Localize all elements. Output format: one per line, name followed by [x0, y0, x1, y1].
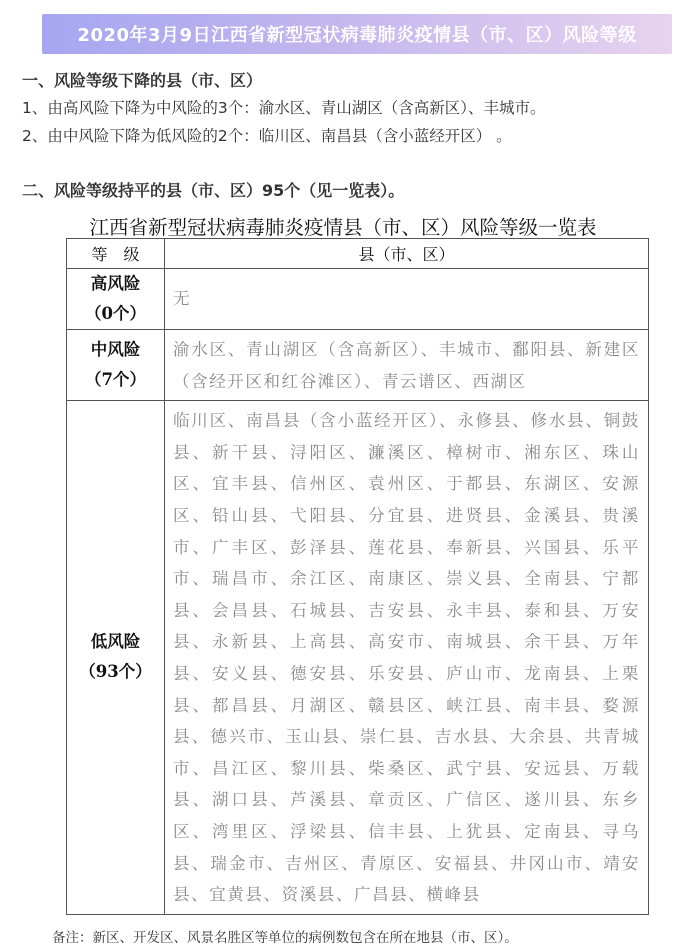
section1-item-1: 1、由高风险下降为中风险的3个：渝水区、青山湖区（含高新区）、丰城市。	[22, 99, 546, 117]
header-counties: 县（市、区）	[165, 239, 649, 269]
table-title: 江西省新型冠状病毒肺炎疫情县（市、区）风险等级一览表	[89, 216, 597, 239]
grade-count: （7个）	[85, 370, 146, 390]
table-header-row	[67, 239, 649, 269]
section1-item-2: 2、由中风险下降为低风险的2个：临川区、南昌县（含小蓝经开区） 。	[22, 127, 512, 145]
grade-cell	[67, 401, 165, 915]
section2-heading: 二、风险等级持平的县（市、区）95个（见一览表）。	[22, 181, 405, 200]
section1-heading: 一、风险等级下降的县（市、区）	[22, 71, 263, 90]
grade-count: （93个）	[79, 662, 152, 682]
table-row-medium	[67, 330, 649, 401]
grade-cell	[67, 330, 165, 401]
grade-label: 中风险	[90, 340, 141, 360]
footnote: 备注：新区、开发区、风景名胜区等单位的病例数包含在所在地县（市、区）。	[52, 930, 518, 946]
grade-count: （0个）	[85, 304, 146, 323]
header-grade: 等 级	[67, 239, 165, 269]
county-list: 无	[165, 269, 649, 330]
risk-table	[66, 238, 649, 915]
banner-title: 2020年3月9日江西省新型冠状病毒肺炎疫情县（市、区）风险等级	[77, 25, 637, 46]
title-banner	[42, 14, 672, 54]
county-list: 临川区、南昌县（含小蓝经开区）、永修县、修水县、铜鼓县、新干县、浔阳区、濂溪区、樟树市、湘东区、珠山区、宜丰县、信州区、袁州区、于都县、东湖区、安源区、铅山县、弋阳县、分宜县、进贤县、金溪县、贵溪市、广丰区、彭泽县、莲花县、奉新县、兴国县、乐平市、瑞昌市、余江区、南康区、崇义县、全南县、宁都县、会昌县、石城县、吉安县、永丰县、泰和县、万安县、永新县、上高县、高安市、南城县、余干县、万年县、安义县、德安县、乐安县、庐山市、龙南县、上栗县、都昌县、月湖区、赣县区、峡江县、南丰县、婺源县、德兴市、玉山县、崇仁县、吉水县、大余县、共青城市、昌江区、黎川县、柴桑区、武宁县、安远县、万载县、湖口县、芦溪县、章贡区、广信区、遂川县、东乡区、湾里区、浮梁县、信丰县、上犹县、定南县、寻乌县、瑞金市、吉州区、青原区、安福县、井冈山市、靖安县、宜黄县、资溪县、广昌县、横峰县	[165, 401, 649, 915]
grade-label: 高风险	[90, 274, 141, 293]
table-row-low	[67, 401, 649, 915]
county-list: 渝水区、青山湖区（含高新区）、丰城市、鄱阳县、新建区（含经开区和红谷滩区）、青云谱区、西湖区	[165, 330, 649, 401]
grade-cell	[67, 269, 165, 330]
grade-label: 低风险	[90, 632, 141, 652]
table-row-high	[67, 269, 649, 330]
